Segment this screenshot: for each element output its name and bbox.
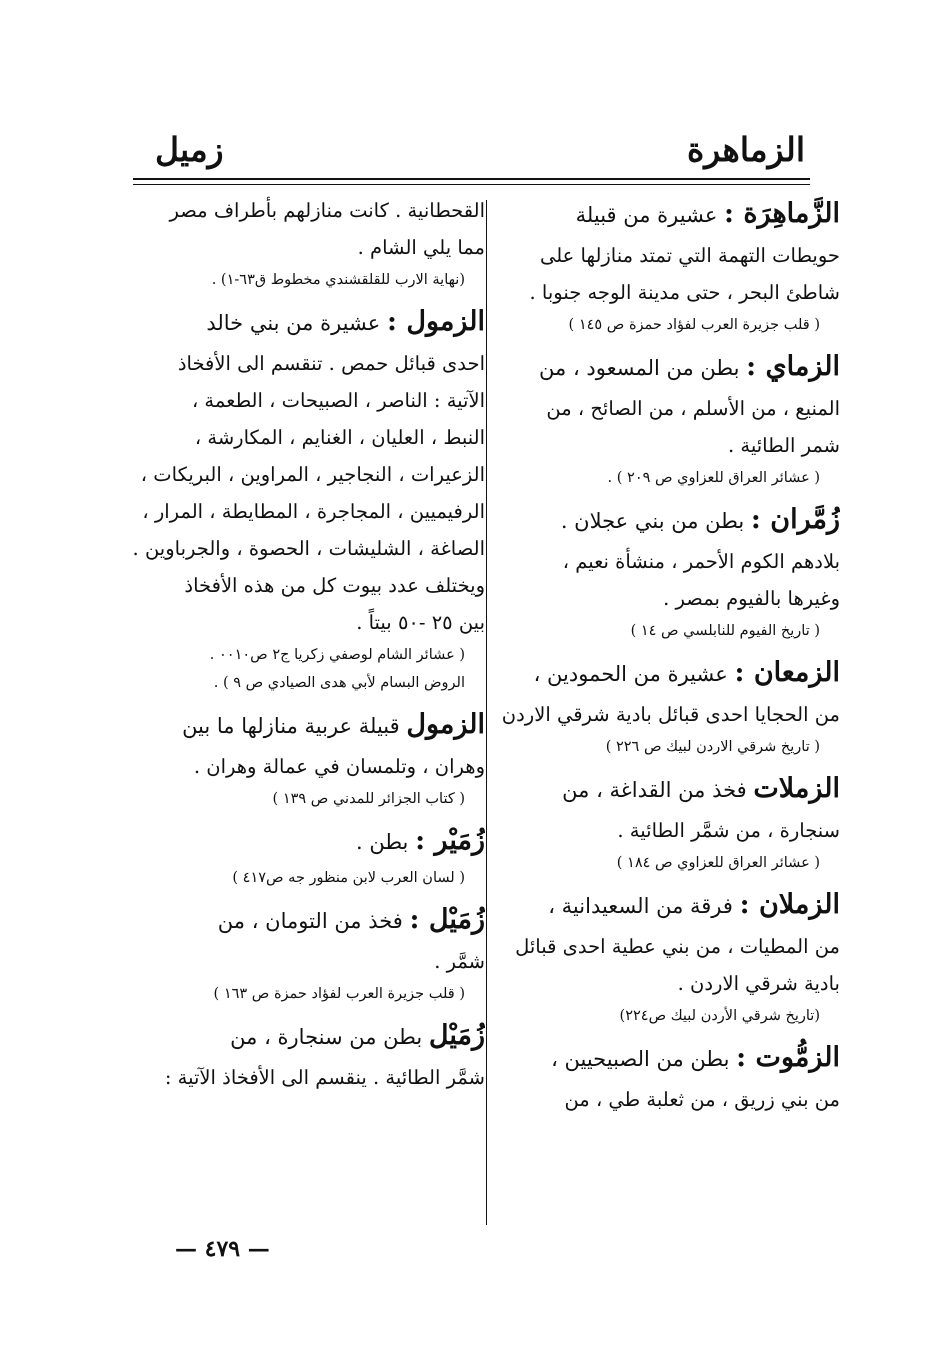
entry-source: ( قلب جزيرة العرب لفؤاد حمزة ص ١٤٥ ) — [568, 317, 820, 333]
entry-source: (نهاية الارب للقلقشندي مخطوط ق٦٣-١) . — [211, 272, 465, 288]
entry-line: الزملان : فرقة من السعيدانية ، — [548, 889, 840, 920]
entry-line: زُمَيْر : بطن . — [355, 825, 485, 856]
running-head-right: الزماهرة — [686, 130, 805, 169]
entry-line: بلادهم الكوم الأحمر ، منشأة نعيم ، — [562, 550, 840, 573]
entry-line: الزمول قبيلة عربية منازلها ما بين — [182, 709, 485, 740]
dictionary-entry — [485, 498, 840, 645]
page-number: — ٤٧٩ — — [175, 1236, 270, 1262]
entry-headword: زُمَيْل — [428, 1020, 485, 1051]
entry-headword: الزمول — [406, 709, 485, 740]
entry-line: الزعيرات ، النجاجير ، المراوين ، البريكات ، — [140, 463, 485, 486]
entry-line: الآتية : الناصر ، الصبيحات ، الطعمة ، — [191, 389, 485, 412]
entry-line: الزَّماهِرَة : عشيرة من قبيلة — [575, 198, 840, 229]
entry-headword: زُمَّران : — [750, 504, 840, 535]
running-head-left: زميل — [155, 130, 224, 169]
entry-source: (تاريخ شرقي الأردن لبيك ص٢٢٤) — [619, 1008, 820, 1024]
entry-line: سنجارة ، من شمَّر الطائية . — [617, 819, 840, 842]
entry-source: الروض البسام لأبي هدى الصيادي ص ٩ ) . — [213, 675, 465, 691]
entry-line: وهران ، وتلمسان في عمالة وهران . — [193, 755, 485, 778]
dictionary-entry — [130, 819, 485, 892]
entry-line: الزمُّوت : بطن من الصبيحيين ، — [551, 1042, 840, 1073]
entry-line: بادية شرقي الاردن . — [677, 972, 840, 995]
entry-headword: الزماي : — [746, 351, 840, 382]
entry-headword: زُمَيْل : — [409, 904, 485, 935]
header-rule — [133, 178, 810, 180]
entry-headword: الزمُّوت : — [736, 1042, 840, 1073]
entry-line: الزمعان : عشيرة من الحمودين ، — [533, 657, 840, 688]
entry-line: شاطئ البحر ، حتى مدينة الوجه جنوبا . — [529, 281, 840, 304]
entry-line: زُمَيْل : فخذ من التومان ، من — [217, 904, 485, 935]
entry-headword: الزمعان : — [734, 657, 840, 688]
entry-line: وغيرها بالفيوم بمصر . — [663, 587, 840, 610]
dictionary-entry — [485, 345, 840, 492]
dictionary-entry — [130, 300, 485, 697]
entry-line: الصاغة ، الشليشات ، الحصوة ، والجرباوين . — [132, 537, 485, 560]
entry-line: زُمَيْل بطن من سنجارة ، من — [230, 1020, 485, 1051]
entry-source: ( لسان العرب لابن منظور جه ص٤١٧ ) — [232, 870, 465, 886]
entry-headword: الزملات — [753, 773, 840, 804]
entry-source: ( قلب جزيرة العرب لفؤاد حمزة ص ١٦٣ ) — [213, 986, 465, 1002]
entry-source: ( عشائر العراق للعزاوي ص ٢٠٩ ) . — [607, 470, 820, 486]
dictionary-entry — [485, 192, 840, 339]
entry-line: الزملات فخذ من القداغة ، من — [562, 773, 840, 804]
entry-headword: الزملان : — [739, 889, 840, 920]
entry-source: ( كتاب الجزائر للمدني ص ١٣٩ ) — [272, 791, 465, 807]
dictionary-entry — [485, 767, 840, 877]
entry-line: النبط ، العليان ، الغنايم ، المكارشة ، — [194, 426, 485, 449]
entry-line: المنيع ، من الأسلم ، من الصائح ، من — [546, 397, 840, 420]
header-rule-thin — [133, 184, 810, 185]
entry-line: الرفيميين ، المجاجرة ، المطايطة ، المرار ، — [142, 500, 485, 523]
entry-line: القحطانية . كانت منازلهم بأطراف مصر — [169, 199, 485, 222]
dictionary-entry — [130, 703, 485, 813]
entry-line: زُمَّران : بطن من بني عجلان . — [560, 504, 840, 535]
entry-line: شمَّر الطائية . ينقسم الى الأفخاذ الآتية : — [164, 1066, 485, 1089]
dictionary-entry — [130, 898, 485, 1008]
dictionary-entry — [485, 883, 840, 1030]
dictionary-entry — [130, 1014, 485, 1096]
entry-source: ( عشائر الشام لوصفي زكريا ج٢ ص٠٠١٠ . — [209, 647, 465, 663]
entry-line: شمَّر . — [434, 950, 485, 973]
entry-gap — [130, 1096, 485, 1102]
right-column — [485, 192, 840, 1124]
entry-headword: زُمَيْر : — [415, 825, 485, 856]
entry-source: ( عشائر العراق للعزاوي ص ١٨٤ ) — [616, 855, 820, 871]
entry-line: ويختلف عدد بيوت كل من هذه الأفخاذ — [184, 574, 485, 597]
entry-line: حويطات التهمة التي تمتد منازلها على — [539, 244, 840, 267]
entry-headword: الزمول : — [386, 306, 485, 337]
entry-line: احدى قبائل حمص . تنقسم الى الأفخاذ — [177, 352, 485, 375]
dictionary-entry — [485, 651, 840, 761]
entry-line: بين ٢٥ -٥٠ بيتاً . — [356, 611, 485, 634]
entry-line: من المطيات ، من بني عطية احدى قبائل — [515, 935, 840, 958]
dictionary-entry — [485, 1036, 840, 1118]
entry-line: شمر الطائية . — [727, 434, 840, 457]
entry-gap — [485, 1118, 840, 1124]
left-column — [130, 192, 485, 1102]
entry-line: الزمول : عشيرة من بني خالد — [206, 306, 485, 337]
entry-line: مما يلي الشام . — [357, 236, 485, 259]
entry-line: الزماي : بطن من المسعود ، من — [539, 351, 840, 382]
entry-headword: الزَّماهِرَة : — [724, 198, 840, 229]
entry-line: من الحجايا احدى قبائل بادية شرقي الاردن — [501, 703, 840, 726]
entry-source: ( تاريخ الفيوم للنابلسي ص ١٤ ) — [630, 623, 820, 639]
entry-source: ( تاريخ شرقي الاردن لبيك ص ٢٢٦ ) — [605, 739, 820, 755]
entry-line: من بني زريق ، من ثعلبة طي ، من — [564, 1088, 840, 1111]
dictionary-entry — [130, 192, 485, 294]
